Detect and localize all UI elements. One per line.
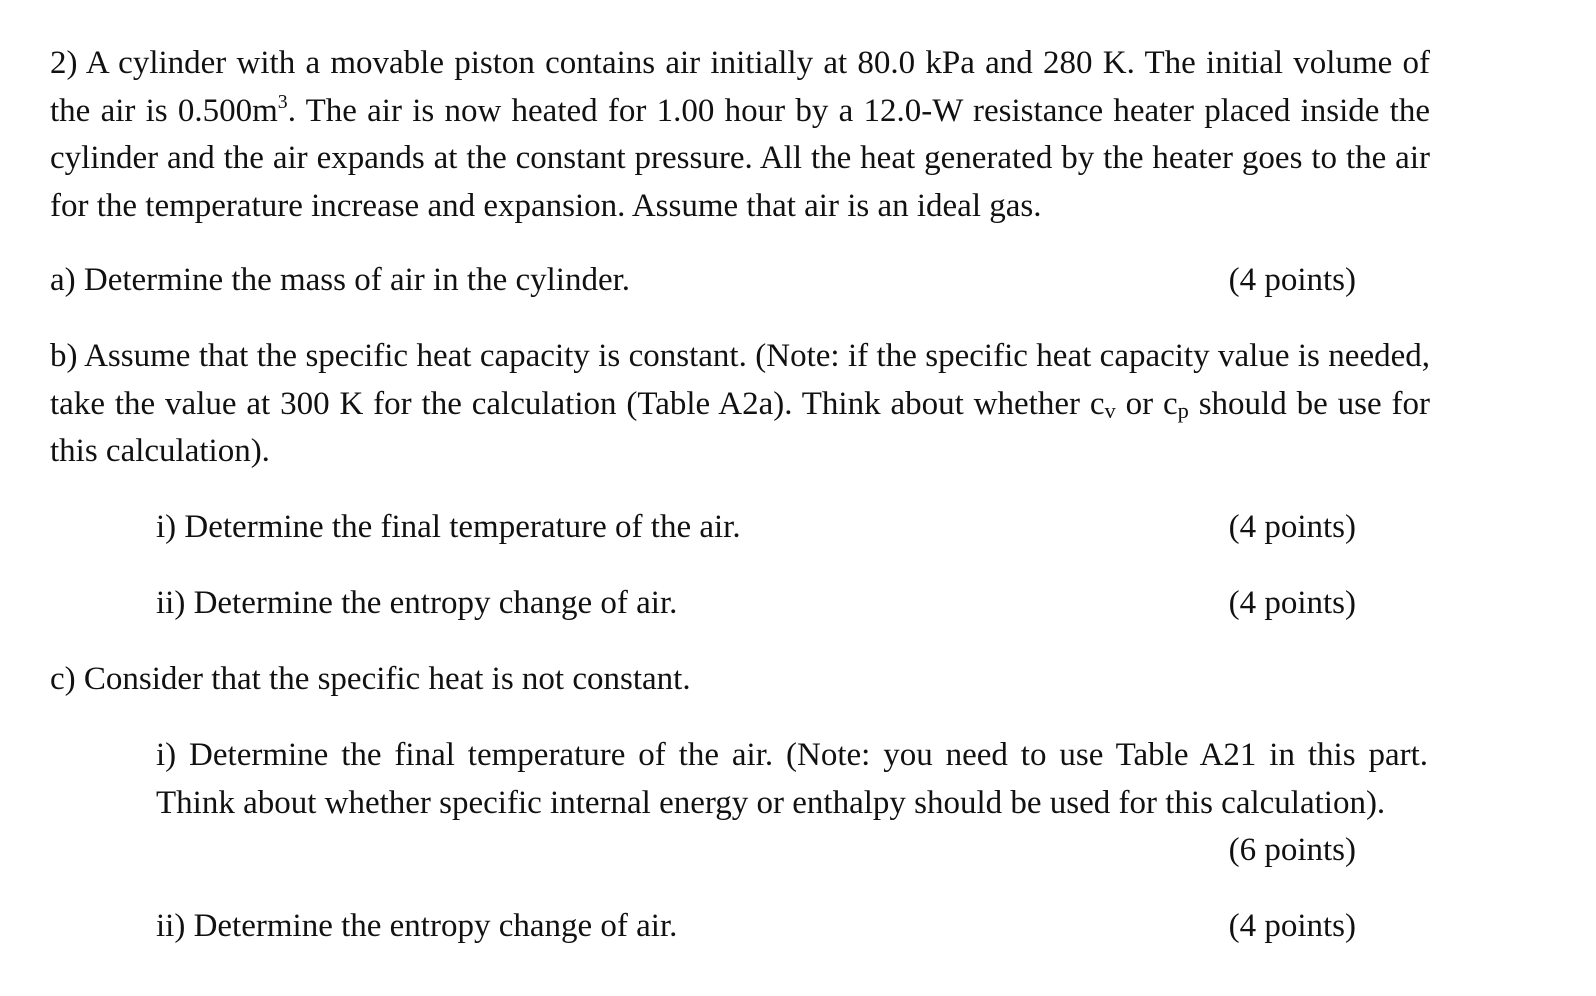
cp-subscript: p xyxy=(1177,397,1189,423)
part-b-ii-text: ii) Determine the entropy change of air. xyxy=(156,585,678,621)
part-c-ii-text: ii) Determine the entropy change of air. xyxy=(156,908,678,944)
cv-subscript: v xyxy=(1104,397,1116,423)
part-b-i-text: i) Determine the final temperature of the air. xyxy=(156,509,741,545)
part-a-points: (4 points) xyxy=(1228,262,1356,298)
part-c-ii-points: (4 points) xyxy=(1228,908,1356,944)
part-a-text: a) Determine the mass of air in the cylinder. xyxy=(50,262,631,298)
part-b-i-points: (4 points) xyxy=(1228,509,1356,545)
cubic-superscript: 3 xyxy=(277,90,288,113)
part-b-text-part1: b) Assume that the specific heat capacity is constant. (Note: if the specific heat capacity value is needed, take the value at 300 K for the calculation (Table A2a). Think about whether c xyxy=(50,338,1430,422)
part-c-text: c) Consider that the specific heat is not constant. xyxy=(50,661,691,697)
part-c-i-text: i) Determine the final temperature of the air. (Note: you need to use Table A21 in this part. Think about whether specific internal energy or enthalpy should be used for this calculation). xyxy=(156,737,1428,821)
part-b-text-part2: should be use for this calculation). xyxy=(50,385,1430,469)
question-intro xyxy=(50,40,1430,230)
part-c-i-points: (6 points) xyxy=(1228,832,1356,868)
intro-text-part1: 2) A cylinder with a movable piston contains air initially at 80.0 kPa and 280 K. The initial volume of the air is 0.500m xyxy=(50,45,1430,129)
part-b-ii-points: (4 points) xyxy=(1228,585,1356,621)
part-b-or-text: or c xyxy=(1115,385,1178,422)
part-b-text xyxy=(50,333,1430,476)
intro-text-part2: . The air is now heated for 1.00 hour by a 12.0-W resistance heater placed inside the cylinder and the air expands at the constant pressure. All the heat generated by the heater goes to the air for the temperature increase and expansion. Assume that air is an ideal gas. xyxy=(50,92,1430,224)
